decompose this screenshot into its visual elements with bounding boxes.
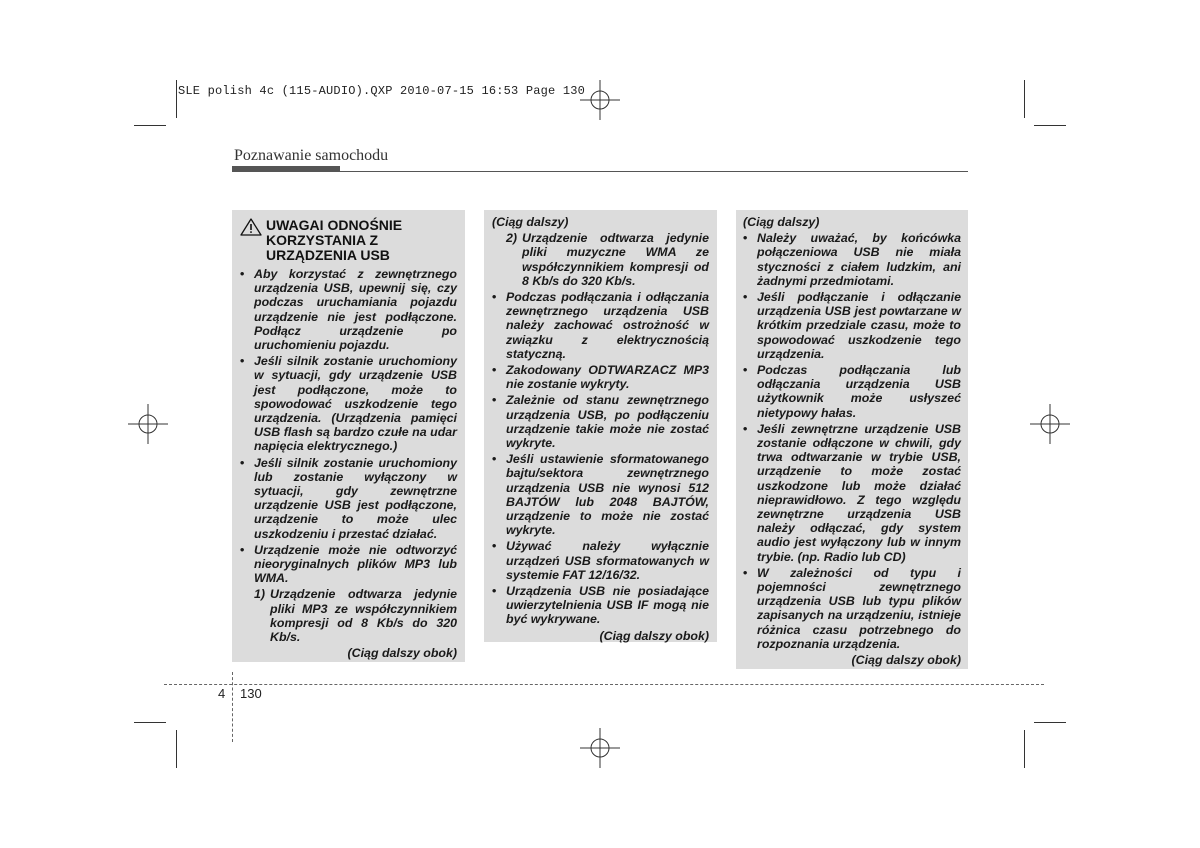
registration-mark-icon	[580, 728, 620, 768]
footer-dashed-divider	[232, 672, 233, 742]
bullet: •	[240, 267, 245, 281]
list-item-text: Jeśli podłączanie i odłączanie urządzenia USB jest powtarzane w krótkim przedziale czasu, może to spowodować uszkodzenie tego urządzenia.	[757, 290, 961, 361]
continued-box	[484, 210, 717, 642]
bullet: •	[492, 290, 497, 305]
bullet: •	[743, 231, 748, 246]
list-item	[240, 354, 457, 453]
bullet: •	[492, 584, 497, 599]
warning-box	[232, 210, 465, 662]
list-item-text: Podczas podłączania lub odłączania urządzenia USB użytkownik może usłyszeć nietypowy hałas.	[757, 363, 961, 420]
list-item-text: Podczas podłączania i odłączania zewnętrznego urządzenia USB należy zachować ostrożność w związku z elektrycznością statyczną.	[506, 290, 709, 361]
sub-item-text: Urządzenie odtwarza jedynie pliki MP3 ze współczynnikiem kompresji od 8 Kb/s do 320 Kb/s.	[270, 587, 457, 645]
list-item	[240, 267, 457, 352]
crop-mark	[176, 730, 177, 768]
bullet: •	[492, 452, 497, 467]
list-item	[240, 456, 457, 541]
list-item-text: Zakodowany ODTWARZACZ MP3 nie zostanie wykryty.	[506, 363, 709, 392]
continued-box	[736, 210, 968, 669]
list-item	[240, 543, 457, 586]
list-item-text: Aby korzystać z zewnętrznego urządzenia USB, upewnij się, czy podczas uruchamiania pojazdu urządzenie nie jest podłączone. Podłącz urządzenie po uruchomieniu pojazdu.	[254, 267, 457, 353]
list-item	[492, 290, 709, 361]
crop-mark	[1024, 80, 1025, 118]
list-item	[492, 539, 709, 582]
continued-label: (Ciąg dalszy)	[492, 215, 569, 229]
list-item-text: Jeśli zewnętrzne urządzenie USB zostanie odłączone w chwili, gdy trwa odtwarzanie w trybie USB, urządzenie to może zostać uszkodzone lub może działać nieprawidłowo. Z tego względu zewnętrzne urządzenia USB należy odłączać, gdy system audio jest wyłączony lub w innym trybie. (np. Radio lub CD)	[757, 421, 961, 564]
continued-label: (Ciąg dalszy)	[743, 215, 820, 229]
continued-next: (Ciąg dalszy obok)	[347, 646, 457, 661]
list-item-text: Zależnie od stanu zewnętrznego urządzenia USB, po podłączeniu urządzenie takie może nie zostać wykryte.	[506, 393, 709, 451]
continued-next: (Ciąg dalszy obok)	[599, 628, 709, 643]
section-title: Poznawanie samochodu	[234, 147, 389, 164]
continued-next: (Ciąg dalszy obok)	[851, 653, 961, 668]
crop-mark	[1034, 125, 1066, 126]
header-rule	[340, 171, 968, 172]
list-item	[492, 452, 709, 537]
bullet: •	[743, 565, 748, 580]
bullet: •	[492, 539, 497, 554]
list-item-text: Jeśli ustawienie sformatowanego bajtu/sektora zewnętrznego urządzenia USB nie wynosi 512 BAJTÓW lub 2048 BAJTÓW, urządzenie to może nie zostać wykryte.	[506, 452, 709, 538]
bullet: •	[240, 354, 245, 369]
sub-item-number: 1)	[254, 587, 266, 602]
list-item-text: Należy uważać, by końcówka połączeniowa USB nie miała styczności z ciałem ludzkim, ani żadnymi przedmiotami.	[757, 231, 961, 288]
sub-item-text: Urządzenie odtwarza jedynie pliki muzyczne WMA ze współczynnikiem kompresji od 8 Kb/s do 320 Kb/s.	[522, 231, 709, 288]
bullet: •	[240, 455, 245, 470]
warning-title: UWAGAI ODNOŚNIE KORZYSTANIA Z URZĄDZENIA USB	[266, 217, 403, 263]
registration-mark-icon	[1030, 404, 1070, 444]
list-item	[743, 566, 961, 651]
list-item	[743, 422, 961, 564]
bullet: •	[492, 393, 497, 408]
sub-item	[254, 587, 457, 644]
chapter-number: 4	[218, 686, 226, 701]
list-item	[743, 231, 961, 288]
list-item-text: Używać należy wyłącznie urządzeń USB sformatowanych w systemie FAT 12/16/32.	[506, 539, 709, 582]
list-item-text: Jeśli silnik zostanie uruchomiony lub zostanie wyłączony w sytuacji, gdy zewnętrzne urządzenie USB jest podłączone, urządzenie to może ulec uszkodzeniu i przestać działać.	[254, 455, 457, 541]
bullet: •	[240, 542, 245, 557]
crop-mark	[134, 722, 166, 723]
crop-mark	[1024, 730, 1025, 768]
warning-triangle-icon	[240, 218, 262, 236]
list-item	[743, 363, 961, 420]
header-bar	[232, 166, 340, 172]
footer-dashed-rule	[164, 684, 1044, 685]
list-item-text: Urządzenie może nie odtworzyć nieoryginalnych plików MP3 lub WMA.	[254, 542, 457, 586]
list-item-text: Jeśli silnik zostanie uruchomiony w sytuacji, gdy urządzenie USB jest podłączone, może to spowodować uszkodzenie tego urządzenia. (Urządzenia pamięci USB flash są bardzo czułe na udar napięcia elektrycznego.)	[254, 354, 457, 454]
crop-mark	[176, 80, 177, 118]
registration-mark-icon	[128, 404, 168, 444]
list-item	[743, 290, 961, 361]
warning-header	[240, 218, 457, 263]
crop-mark	[134, 125, 166, 126]
crop-mark	[1034, 722, 1066, 723]
sub-item	[506, 231, 709, 288]
list-item-text: Urządzenia USB nie posiadające uwierzytelnienia USB IF mogą nie być wykrywane.	[506, 584, 709, 627]
page-number: 130	[240, 686, 262, 701]
print-slug: SLE polish 4c (115-AUDIO).QXP 2010-07-15 16:53 Page 130	[178, 84, 586, 98]
bullet: •	[743, 421, 748, 436]
bullet: •	[743, 290, 748, 305]
list-item	[492, 363, 709, 391]
list-item-text: W zależności od typu i pojemności zewnętrznego urządzenia USB lub typu plików zapisanych na urządzeniu, istnieje różnica czasu potrzebnego do rozpoznania urządzenia.	[757, 565, 961, 651]
list-item	[492, 393, 709, 450]
sub-item-number: 2)	[506, 231, 518, 246]
bullet: •	[743, 363, 748, 378]
list-item	[492, 584, 709, 627]
registration-mark-icon	[580, 80, 620, 120]
bullet: •	[492, 363, 497, 378]
